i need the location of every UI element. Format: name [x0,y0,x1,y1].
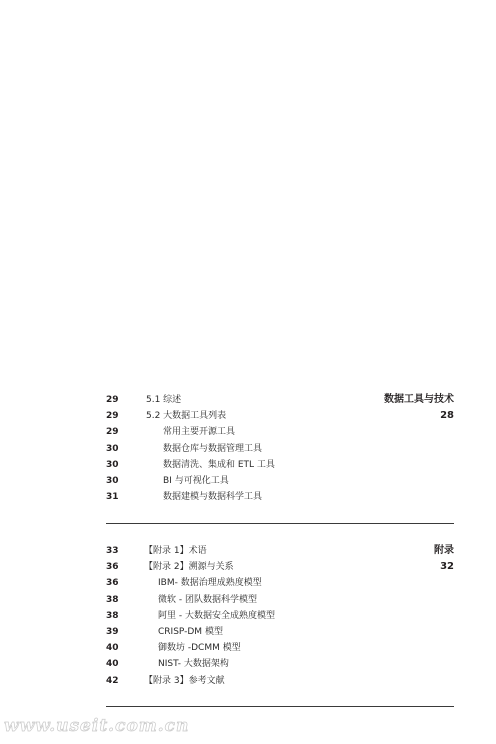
toc-entry[interactable] [106,473,454,489]
toc-entry[interactable] [106,408,454,424]
toc-entry[interactable] [106,575,454,591]
toc-entry-title: 【附录 1】术语 [144,546,207,556]
toc-entry[interactable] [106,559,454,575]
toc-section-tools [106,392,454,505]
toc-entry-title: 数据仓库与数据管理工具 [163,443,263,454]
toc-entry-title: CRISP-DM 模型 [158,626,223,637]
toc-page-number: 36 [106,562,119,573]
toc-page-number: 29 [106,427,119,438]
toc-section-appendix [106,543,454,689]
toc-page-number: 30 [106,443,119,454]
toc-entry-title: NIST- 大数据架构 [158,659,229,670]
toc-entry[interactable] [106,640,454,656]
toc-page-number: 36 [106,578,119,589]
watermark: www.useit.com.cn [4,716,190,736]
toc-page-number: 40 [106,643,119,654]
toc-entry-title: 5.2 大数据工具列表 [146,411,227,422]
toc-page-number: 30 [106,459,119,470]
toc-entry[interactable] [106,457,454,473]
section-heading-title: 附录 [434,545,454,556]
toc-entry-title: 数据清洗、集成和 ETL 工具 [163,459,275,470]
toc-page-number: 39 [106,626,119,637]
section-heading-page: 28 [440,410,454,421]
toc-page-number: 40 [106,659,119,670]
toc-page-number: 38 [106,594,119,605]
toc-entry[interactable] [106,441,454,457]
section-heading-page: 32 [440,561,454,572]
toc-page-number: 29 [106,411,119,422]
toc-entry-title: 【附录 3】参考文献 [144,675,225,686]
section-divider [106,523,454,524]
toc-page-number: 38 [106,610,119,621]
toc-entry[interactable] [106,608,454,624]
toc-entry[interactable] [106,673,454,689]
toc-page-number: 42 [106,675,119,686]
toc-entry-title: BI 与可视化工具 [163,475,229,486]
toc-entry[interactable] [106,656,454,672]
toc-page-number: 31 [106,492,119,503]
toc-page-number: 30 [106,475,119,486]
toc-entry-title: 5.1 综述 [146,395,182,405]
toc-entry-title: IBM- 数据治理成熟度模型 [158,578,262,589]
toc-entry-title: 阿里 - 大数据安全成熟度模型 [158,610,275,621]
toc-entry-title: 微软 - 团队数据科学模型 [158,594,257,605]
toc-entry-title: 数据建模与数据科学工具 [163,492,263,503]
section-heading-title: 数据工具与技术 [384,394,454,405]
toc-entry[interactable] [106,392,454,408]
toc-entry[interactable] [106,543,454,559]
toc-entry-title: 常用主要开源工具 [163,427,236,438]
toc-entry-title: 御数坊 -DCMM 模型 [158,643,241,654]
toc-entry[interactable] [106,489,454,505]
toc-page-number: 29 [106,395,119,405]
toc-entry[interactable] [106,424,454,440]
section-divider [106,706,454,707]
toc-entry[interactable] [106,592,454,608]
toc-entry-title: 【附录 2】溯源与关系 [144,562,234,573]
toc-page-number: 33 [106,546,119,556]
toc-entry[interactable] [106,624,454,640]
